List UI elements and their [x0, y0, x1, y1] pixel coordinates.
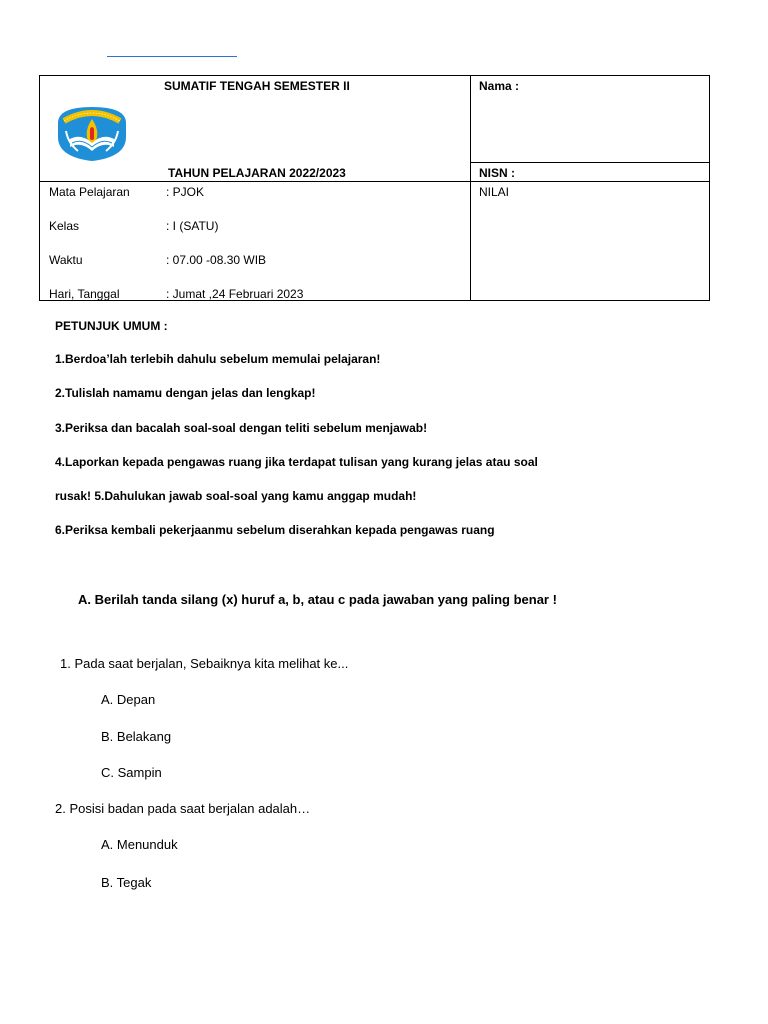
tut-wuri-handayani-logo-icon: [54, 103, 130, 163]
section-a-title: A. Berilah tanda silang (x) huruf a, b, atau c pada jawaban yang paling benar !: [78, 592, 557, 607]
name-label: Nama :: [479, 79, 520, 93]
instruction-line: 3.Periksa dan bacalah soal-soal dengan teliti sebelum menjawab!: [55, 421, 428, 435]
date-label: Hari, Tanggal: [49, 287, 120, 301]
instructions-heading: PETUNJUK UMUM :: [55, 319, 168, 333]
academic-year: TAHUN PELAJARAN 2022/2023: [168, 166, 346, 180]
table-divider-horizontal: [40, 181, 709, 182]
time-label: Waktu: [49, 253, 83, 267]
instruction-line: 2.Tulislah namamu dengan jelas dan lengkap!: [55, 386, 316, 400]
question-2-option-b: B. Tegak: [101, 875, 152, 890]
table-divider-nisn: [470, 162, 709, 163]
class-value: : I (SATU): [166, 219, 219, 233]
question-1-option-a: A. Depan: [101, 692, 156, 707]
class-label: Kelas: [49, 219, 80, 233]
question-2-option-a: A. Menunduk: [101, 837, 178, 852]
instruction-line: 6.Periksa kembali pekerjaanmu sebelum diserahkan kepada pengawas ruang: [55, 523, 495, 537]
subject-label: Mata Pelajaran: [49, 185, 130, 199]
table-divider-vertical: [470, 76, 471, 300]
question-2: 2. Posisi badan pada saat berjalan adalah…: [55, 801, 311, 816]
question-1-option-c: C. Sampin: [101, 765, 162, 780]
subject-value: : PJOK: [166, 185, 205, 199]
time-value: : 07.00 -08.30 WIB: [166, 253, 267, 267]
score-label: NILAI: [479, 185, 510, 199]
question-1: 1. Pada saat berjalan, Sebaiknya kita melihat ke...: [60, 656, 349, 671]
top-link-underline: [107, 56, 237, 57]
instruction-line: 4.Laporkan kepada pengawas ruang jika terdapat tulisan yang kurang jelas atau soal: [55, 455, 538, 469]
exam-header-table: [39, 75, 710, 301]
instruction-line: rusak! 5.Dahulukan jawab soal-soal yang kamu anggap mudah!: [55, 489, 417, 503]
date-value: : Jumat ,24 Februari 2023: [166, 287, 304, 301]
question-1-option-b: B. Belakang: [101, 729, 172, 744]
nisn-label: NISN :: [479, 166, 515, 180]
instruction-line: 1.Berdoa’lah terlebih dahulu sebelum memulai pelajaran!: [55, 352, 381, 366]
exam-title: SUMATIF TENGAH SEMESTER II: [164, 79, 350, 93]
